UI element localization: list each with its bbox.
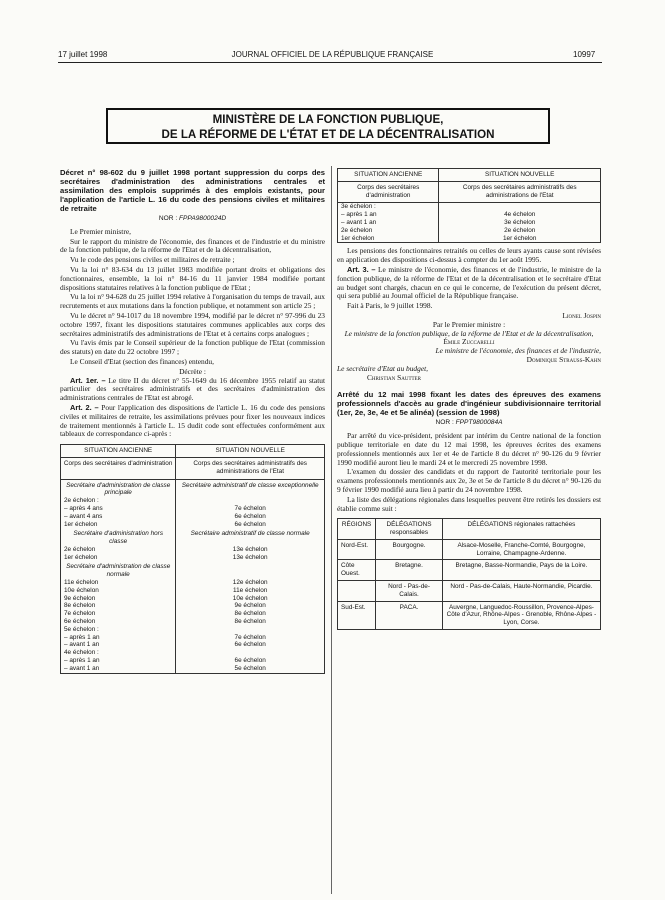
correspondence-table xyxy=(60,444,325,674)
table-row xyxy=(61,602,325,610)
table-row xyxy=(61,579,325,587)
attached-delegations-cell: Nord - Pas-de-Calais, Haute-Normandie, Picardie. xyxy=(442,581,600,602)
table-row xyxy=(61,657,325,665)
column-header: SITUATION NOUVELLE xyxy=(439,169,601,182)
correspondence-table-continued xyxy=(337,168,601,243)
new-situation-cell: 5e échelon xyxy=(176,665,325,673)
old-situation-cell: – après 1 an xyxy=(61,657,176,665)
table-subheader: Corps des secrétaires d'administration xyxy=(61,457,176,479)
responsible-delegation-cell: PACA. xyxy=(376,601,443,629)
decree-title: Arrêté du 12 mai 1998 fixant les dates des épreuves des examens professionnels d'accès au grade d'ingénieur subdivisionnaire territorial (1er, 2e, 3e, 4e et 5e alinéa) (session de 1998) xyxy=(337,390,601,418)
new-situation-cell: 6e échelon xyxy=(176,521,325,529)
journal-title: JOURNAL OFFICIEL DE LA RÉPUBLIQUE FRANÇAISE xyxy=(231,50,434,59)
new-situation-cell xyxy=(176,497,325,505)
table-row xyxy=(338,581,601,602)
table-subheader: Corps des secrétaires administratifs des administrations de l'Etat xyxy=(176,457,325,479)
signatory-title: Le ministre de l'économie, des finances et de l'industrie, xyxy=(435,346,601,356)
old-situation-cell: 1er échelon xyxy=(61,554,176,562)
ministry-line-2: DE LA RÉFORME DE L'ÉTAT ET DE LA DÉCENTRALISATION xyxy=(161,128,495,141)
old-situation-cell: – avant 1 an xyxy=(338,219,439,227)
paragraph: Les pensions des fonctionnaires retraités ou celles de leurs ayants cause sont révisées en application des dispositions ci-dessus à compter du 1er août 1995. xyxy=(337,246,601,265)
ministry-box xyxy=(106,108,550,144)
new-situation-cell: 4e échelon xyxy=(439,211,601,219)
signatory-title: Le secrétaire d'Etat au budget, xyxy=(337,363,429,373)
column-header: SITUATION ANCIENNE xyxy=(61,445,176,458)
article-3: Art. 3. – Le ministre de l'économie, des finances et de l'industrie, le ministre de la fonction publique, de la réforme de l'Etat et de la décentralisation et le secrétaire d'Etat au budget sont chargés, chacun en ce qui le concerne, de l'exécution du présent décret, qui sera publié au Journal officiel de la République française. xyxy=(337,264,601,301)
old-situation-cell: 9e échelon xyxy=(61,595,176,603)
table-row xyxy=(61,505,325,513)
table-row xyxy=(61,546,325,554)
new-situation-cell: 8e échelon xyxy=(176,610,325,618)
new-situation-cell: 13e échelon xyxy=(176,554,325,562)
table-row xyxy=(338,219,601,227)
column-header: RÉGIONS xyxy=(338,519,376,540)
decree-title: Décret n° 98-602 du 9 juillet 1998 portant suppression du corps des secrétaires d'administration des administrations centrales et assimilation des emplois supprimés à des emplois existants, pour l'application de l'article L. 16 du code des pensions civiles et militaires de retraite xyxy=(60,168,325,213)
old-situation-cell: 1er échelon xyxy=(338,235,439,243)
attached-delegations-cell: Bretagne, Basse-Normandie, Pays de la Loire. xyxy=(442,560,600,581)
new-situation-cell: Secrétaire administratif de classe exceptionnelle xyxy=(176,479,325,497)
attached-delegations-cell: Auvergne, Languedoc-Roussillon, Provence-Alpes-Côte d'Azur, Rhône-Alpes - Grenoble, Rhône-Alpes - Lyon, Corse. xyxy=(442,601,600,629)
old-situation-cell: 2e échelon xyxy=(338,227,439,235)
table-row xyxy=(61,521,325,529)
region-cell xyxy=(338,581,376,602)
old-situation-cell: 11e échelon xyxy=(61,579,176,587)
responsible-delegation-cell: Nord - Pas-de-Calais. xyxy=(376,581,443,602)
table-row xyxy=(61,513,325,521)
signatory-name: Dominique Strauss-Kahn xyxy=(526,354,601,364)
paragraph: Vu le décret n° 94-1017 du 18 novembre 1994, modifié par le décret n° 97-996 du 23 octobre 1997, fixant les dispositions statutaires communes applicables aux corps des secrétaires administratifs des administrations de l'Etat et à certains corps analogues ; xyxy=(60,310,325,338)
old-situation-cell: – avant 1 an xyxy=(61,641,176,649)
table-row xyxy=(61,497,325,505)
table-row xyxy=(61,610,325,618)
column-header: DÉLÉGATIONS responsables xyxy=(376,519,443,540)
paragraph: Vu la loi n° 83-634 du 13 juillet 1983 modifiée portant droits et obligations des fonctionnaires, ensemble, la loi n° 84-16 du 11 janvier 1984 modifiée portant dispositions statutaires relatives à la fonction publique de l'Etat ; xyxy=(60,264,325,292)
paragraph: Vu la loi n° 94-628 du 25 juillet 1994 relative à l'organisation du temps de travail, aux recrutements et aux mutations dans la fonction publique, et notamment son article 25 ; xyxy=(60,292,325,311)
table-row xyxy=(61,587,325,595)
new-situation-cell xyxy=(176,561,325,579)
table-row xyxy=(338,601,601,629)
table-row xyxy=(338,227,601,235)
responsible-delegation-cell: Bourgogne. xyxy=(376,539,443,560)
old-situation-cell: 8e échelon xyxy=(61,602,176,610)
paragraph: La liste des délégations régionales dans lesquelles peuvent être retirés les dossiers est établie comme suit : xyxy=(337,494,601,513)
table-row xyxy=(338,560,601,581)
region-cell: Côte Ouest. xyxy=(338,560,376,581)
table-row xyxy=(338,235,601,243)
signatory-name: Christian Sautter xyxy=(367,372,421,382)
table-row xyxy=(61,528,325,546)
header-rule xyxy=(58,62,602,63)
paragraph: Le Premier ministre, xyxy=(70,226,131,236)
new-situation-cell: 6e échelon xyxy=(176,513,325,521)
new-situation-cell: Secrétaire administratif de classe normale xyxy=(176,528,325,546)
old-situation-cell: 5e échelon : xyxy=(61,626,176,634)
old-situation-cell: 4e échelon : xyxy=(61,649,176,657)
old-situation-cell: 2e échelon : xyxy=(61,497,176,505)
table-row xyxy=(338,211,601,219)
table-row xyxy=(61,561,325,579)
paragraph: Vu l'avis émis par le Conseil supérieur de la fonction publique de l'Etat (commission des statuts) en date du 22 octobre 1997 ; xyxy=(60,338,325,357)
page-number: 10997 xyxy=(573,50,596,59)
old-situation-cell: Secrétaire d'administration de classe principale xyxy=(61,479,176,497)
table-row xyxy=(61,641,325,649)
old-situation-cell: – après 1 an xyxy=(61,634,176,642)
paragraph: Par arrêté du vice-président, président par intérim du Centre national de la fonction publique territoriale en date du 12 mai 1998, les épreuves écrites des examens professionnels mentionnés aux 1er et 4e de l'article 8 du décret n° 90-126 du 9 février 1990 modifié auront lieu le mardi 24 et le mercredi 25 novembre 1998. xyxy=(337,431,601,467)
column-header: SITUATION NOUVELLE xyxy=(176,445,325,458)
column-header: DÉLÉGATIONS régionales rattachées xyxy=(442,519,600,540)
new-situation-cell: 9e échelon xyxy=(176,602,325,610)
issue-date: 17 juillet 1998 xyxy=(58,50,108,59)
decree-nor: NOR : FPPA9800024D xyxy=(158,215,227,222)
left-column xyxy=(60,168,325,674)
decree-nor: NOR : FPPT9800084A xyxy=(435,419,503,427)
table-row xyxy=(338,203,601,211)
article-1: Art. 1er. – Le titre II du décret n° 55-1649 du 16 décembre 1955 relatif au statut particulier des secrétaires administratifs et des secrétaires d'administration des administrations centrales de l'Etat est abrogé. xyxy=(60,375,325,403)
paragraph: L'examen du dossier des candidats et du rapport de l'autorité territoriale pour les examens professionnels mentionnés aux 2e, 3e et 5e de l'article 8 du décret n° 90-126 du 9 février 1990 modifié aura lieu à partir du 24 novembre 1998. xyxy=(337,467,601,494)
new-situation-cell: 8e échelon xyxy=(176,618,325,626)
new-situation-cell: 13e échelon xyxy=(176,546,325,554)
table-row xyxy=(61,554,325,562)
new-situation-cell: 7e échelon xyxy=(176,505,325,513)
table-subheader: Corps des secrétaires administratifs des administrations de l'Etat xyxy=(439,181,601,203)
table-row xyxy=(61,665,325,673)
new-situation-cell: 12e échelon xyxy=(176,579,325,587)
new-situation-cell xyxy=(176,626,325,634)
page-header xyxy=(0,0,665,64)
old-situation-cell: Secrétaire d'administration hors classe xyxy=(61,528,176,546)
new-situation-cell xyxy=(439,203,601,211)
table-row xyxy=(61,649,325,657)
column-header: SITUATION ANCIENNE xyxy=(338,169,439,182)
table-row xyxy=(61,595,325,603)
column-separator xyxy=(331,166,332,894)
new-situation-cell: 11e échelon xyxy=(176,587,325,595)
responsible-delegation-cell: Bretagne. xyxy=(376,560,443,581)
right-column xyxy=(337,168,601,630)
paragraph: Vu le code des pensions civiles et militaires de retraite ; xyxy=(70,255,235,265)
old-situation-cell: – avant 4 ans xyxy=(61,513,176,521)
signatory-name: Émile Zuccarelli xyxy=(443,337,495,347)
old-situation-cell: 2e échelon xyxy=(61,546,176,554)
table-subheader: Corps des secrétaires d'administration xyxy=(338,181,439,203)
old-situation-cell: – après 4 ans xyxy=(61,505,176,513)
signatory-title: Par le Premier ministre : xyxy=(432,319,506,329)
attached-delegations-cell: Alsace-Moselle, Franche-Comté, Bourgogne, Lorraine, Champagne-Ardenne. xyxy=(442,539,600,560)
old-situation-cell: 7e échelon xyxy=(61,610,176,618)
old-situation-cell: 6e échelon xyxy=(61,618,176,626)
table-row xyxy=(61,618,325,626)
new-situation-cell: 6e échelon xyxy=(176,657,325,665)
old-situation-cell: 3e échelon : xyxy=(338,203,439,211)
table-row xyxy=(61,626,325,634)
region-cell: Sud-Est. xyxy=(338,601,376,629)
new-situation-cell xyxy=(176,649,325,657)
new-situation-cell: 10e échelon xyxy=(176,595,325,603)
region-cell: Nord-Est. xyxy=(338,539,376,560)
new-situation-cell: 2e échelon xyxy=(439,227,601,235)
table-row xyxy=(61,479,325,497)
old-situation-cell: Secrétaire d'administration de classe normale xyxy=(61,561,176,579)
new-situation-cell: 3e échelon xyxy=(439,219,601,227)
table-row xyxy=(338,539,601,560)
old-situation-cell: 10e échelon xyxy=(61,587,176,595)
paragraph: Le Conseil d'Etat (section des finances) entendu, xyxy=(70,356,214,366)
table-row xyxy=(61,634,325,642)
signature-place-date: Fait à Paris, le 9 juillet 1998. xyxy=(347,301,433,311)
signatory-name: Lionel Jospin xyxy=(562,310,601,320)
new-situation-cell: 6e échelon xyxy=(176,641,325,649)
old-situation-cell: 1er échelon xyxy=(61,521,176,529)
article-2: Art. 2. – Pour l'application des dispositions de l'article L. 16 du code des pensions civiles et militaires de retraite, les assimilations prévues pour fixer les nouveaux indices de traitement mentionnés à l'article L. 15 dudit code sont effectuées conformément aux tableaux de correspondance ci-après : xyxy=(60,402,325,439)
paragraph: Sur le rapport du ministre de l'économie, des finances et de l'industrie et du ministre de la fonction publique, de la réforme de l'Etat et de la décentralisation, xyxy=(60,236,325,255)
new-situation-cell: 1er échelon xyxy=(439,235,601,243)
old-situation-cell: – après 1 an xyxy=(338,211,439,219)
signatory-title: Le ministre de la fonction publique, de la réforme de l'Etat et de la décentralisation, xyxy=(344,328,594,338)
decrete-heading: Décrète : xyxy=(179,366,206,376)
new-situation-cell: 7e échelon xyxy=(176,634,325,642)
old-situation-cell: – avant 1 an xyxy=(61,665,176,673)
ministry-line-1: MINISTÈRE DE LA FONCTION PUBLIQUE, xyxy=(212,113,444,126)
delegations-table xyxy=(337,518,601,630)
